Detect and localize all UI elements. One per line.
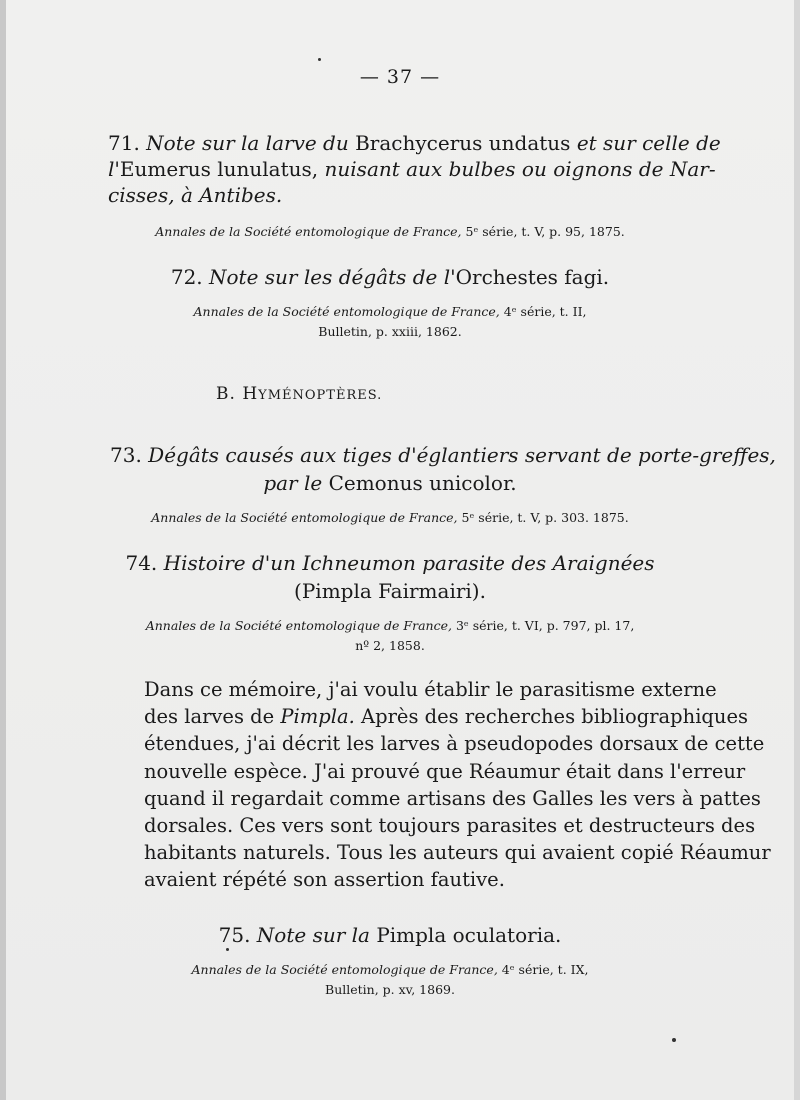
paragraph-line: nouvelle espèce. J'ai prouvé que Réaumur était dans l'erreur [144,759,746,783]
entry-74-line-2 [110,578,670,604]
entry-75-citation [150,960,630,1000]
citation-details: 5ᵉ série, t. V, p. 303. 1875. [461,510,629,525]
section-title-initial: H [242,384,259,404]
species-name: Brachycerus undatus [355,131,571,155]
entry-title-italic: et sur celle de [576,131,721,155]
paragraph-line: quand il regardait comme artisans des Galles les vers à pattes [144,786,761,810]
entry-number: 72. [170,265,203,289]
citation-details-line-2: Bulletin, p. xxiii, 1862. [318,324,462,339]
entry-title-italic: Histoire d'un Ichneumon parasite des Araignées [163,551,655,575]
entry-title-italic: l' [443,265,456,289]
entry-74-line-1 [110,550,670,576]
entry-71-line-1 [108,130,721,156]
entry-72 [110,264,670,290]
entry-title-italic: nuisant aux bulbes ou oignons de Nar- [324,157,716,181]
section-letter: B. [216,384,236,404]
citation-details: 3ᵉ série, t. VI, p. 797, pl. 17, [455,618,635,633]
citation-journal: Annales de la Société entomologique de France, [151,510,458,525]
entry-number: 75. [218,923,251,947]
species-name: Eumerus lunulatus, [119,157,319,181]
paragraph-line: habitants naturels. Tous les auteurs qui avaient copié Réaumur [144,841,771,865]
citation-journal: Annales de la Société entomologique de France, [191,962,498,977]
paragraph-text: des larves de [144,705,275,729]
speck [226,948,229,951]
entry-title-italic: par le [263,471,323,495]
entry-title-italic: Note sur la [256,923,370,947]
paragraph-line: avaient répété son assertion fautive. [144,868,505,892]
citation-journal: Annales de la Société entomologique de France, [155,224,462,239]
page-right-edge [794,0,800,1100]
entry-number: 73. [110,443,142,467]
citation-details: 4ᵉ série, t. II, [503,304,587,319]
speck [318,58,321,61]
entry-73-citation [110,508,670,528]
page-left-edge [0,0,6,1100]
citation-details: 5ᵉ série, t. V, p. 95, 1875. [465,224,625,239]
paragraph-line: dorsales. Ces vers sont toujours parasites et destructeurs des [144,814,756,838]
paragraph-line: étendues, j'ai décrit les larves à pseudopodes dorsaux de cette [144,732,765,756]
entry-71-line-2 [108,156,716,182]
speck [672,1038,676,1042]
section-title-rest: YMÉNOPTÈRES. [258,388,383,403]
species-name: Pimpla oculatoria. [376,923,562,947]
entry-73-line-2 [110,470,670,496]
section-heading [216,384,382,404]
entry-72-citation [150,302,630,342]
entry-title-italic: l' [108,157,120,181]
entry-number: 74. [125,551,158,575]
entry-71-citation [140,222,640,242]
species-name: Orchestes fagi. [455,265,610,289]
species-name: (Pimpla Fairmairi). [294,579,486,603]
entry-71-line-3 [108,182,668,208]
entry-title-italic: Note sur la larve du [146,131,349,155]
entry-title-italic: Note sur les dégâts de [209,265,438,289]
entry-number: 71. [108,131,140,155]
paragraph-line [144,703,749,730]
paragraph-text: Après des recherches bibliographiques [361,705,749,729]
entry-75 [110,922,670,948]
entry-71 [108,130,721,208]
entry-74-citation [130,616,650,656]
citation-journal: Annales de la Société entomologique de France, [193,304,500,319]
entry-title-italic: Dégâts causés aux tiges d'églantiers servant de porte-greffes, [148,443,776,467]
entry-title-italic: cisses, à Antibes. [108,183,283,207]
citation-details: 4ᵉ série, t. IX, [501,962,589,977]
genus-name: Pimpla. [280,705,355,729]
citation-journal: Annales de la Société entomologique de France, [145,618,452,633]
description-paragraph [144,676,771,894]
citation-details-line-2: Bulletin, p. xv, 1869. [325,982,455,997]
entry-73-line-1 [110,442,776,468]
paragraph-line: Dans ce mémoire, j'ai voulu établir le parasitisme externe [144,678,717,701]
page-number: — 37 — [359,66,441,88]
species-name: Cemonus unicolor. [328,471,517,495]
citation-details-line-2: nº 2, 1858. [355,638,425,653]
